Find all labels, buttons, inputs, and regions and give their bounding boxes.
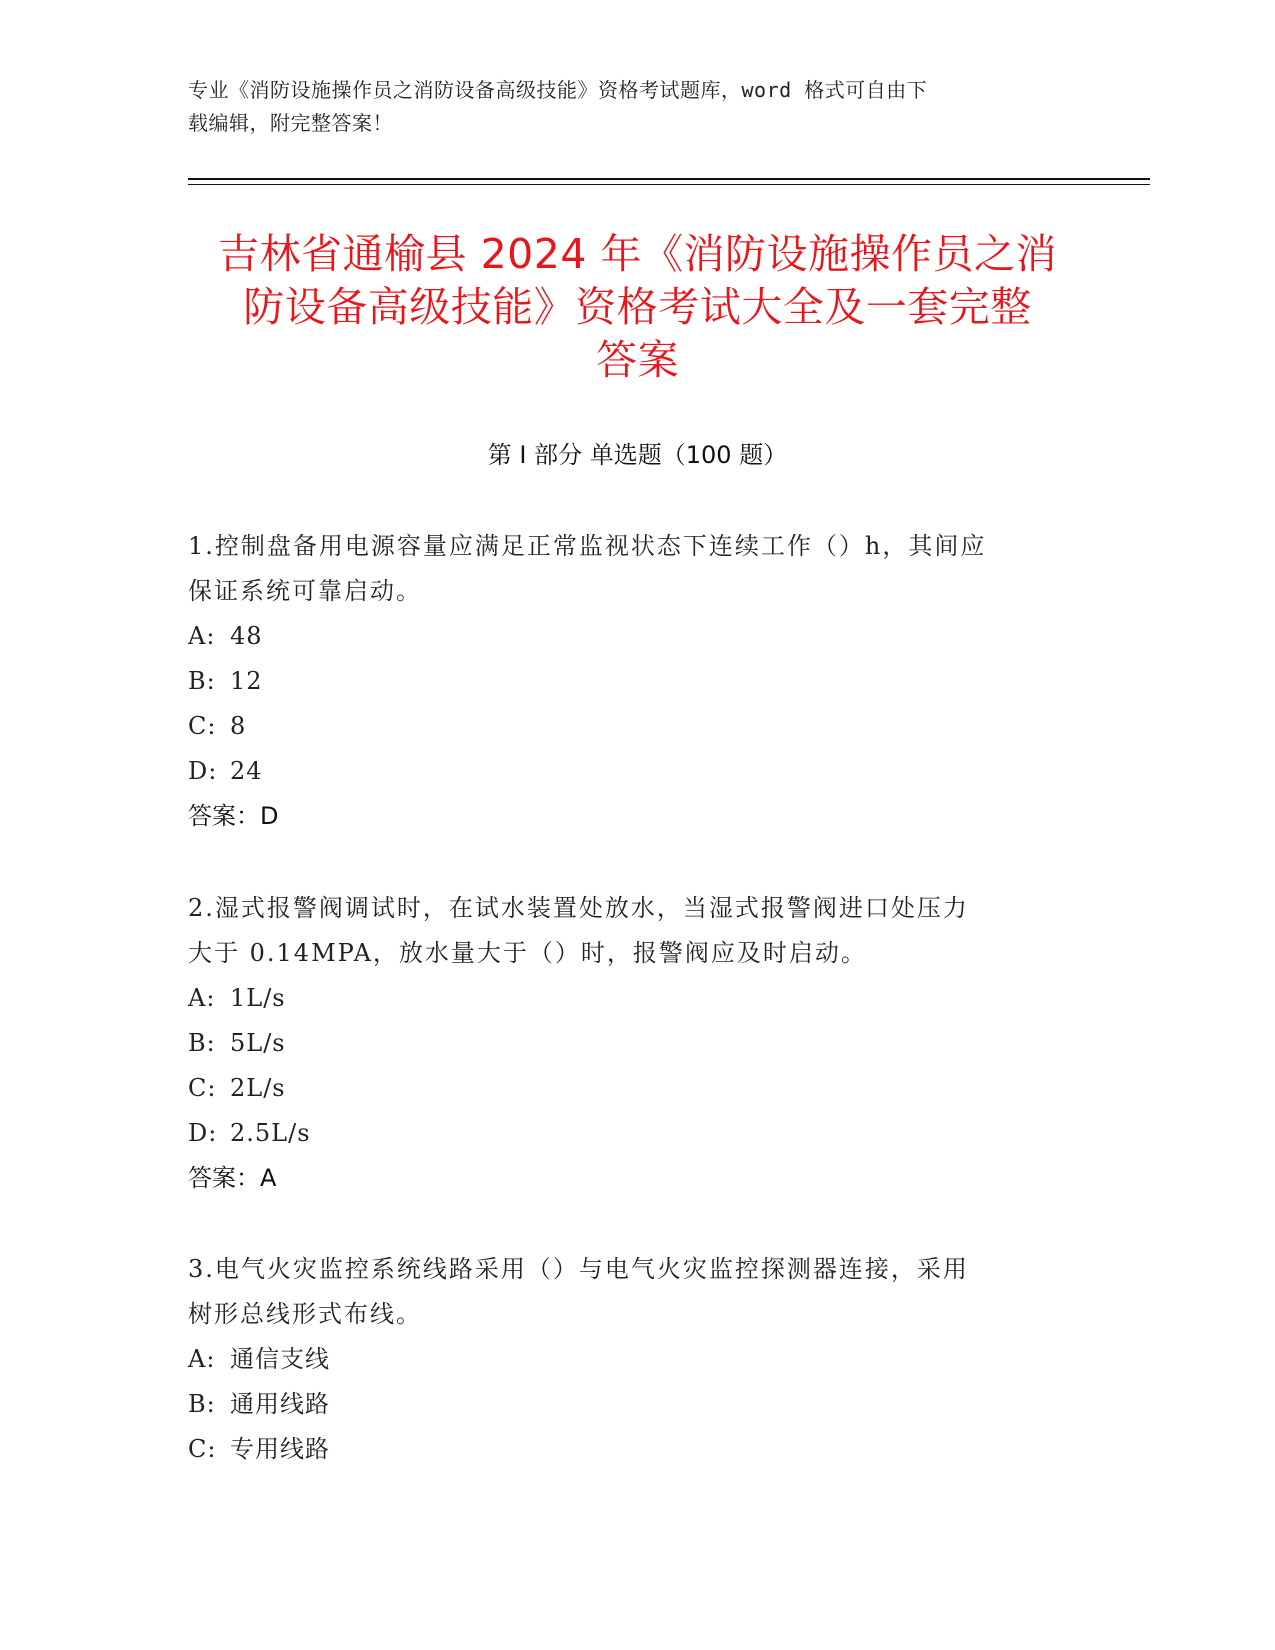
option-text: 8 [230,712,247,740]
option-b [188,1021,1088,1066]
option-text: 48 [230,622,263,650]
header-note-line-1: 专业《消防设施操作员之消防设备高级技能》资格考试题库，word 格式可自由下 [188,78,928,102]
option-text: 通信支线 [230,1345,330,1373]
question-stem [188,1247,1088,1337]
option-letter: D: [188,1119,218,1147]
option-letter: A: [188,984,216,1012]
question-stem [188,886,1088,976]
question-3 [188,1247,1088,1472]
option-b [188,659,1088,704]
option-letter: B: [188,1029,216,1057]
question-stem-line: 1.控制盘备用电源容量应满足正常监视状态下连续工作（）h，其间应 [188,532,987,560]
option-c [188,1066,1088,1111]
option-letter: A: [188,622,216,650]
document-title-line-2: 防设备高级技能》资格考试大全及一套完整 [243,283,1032,331]
option-text: 5L/s [230,1029,286,1057]
option-a [188,614,1088,659]
option-letter: A: [188,1345,216,1373]
option-letter: C: [188,1435,217,1463]
option-text: 2L/s [230,1074,286,1102]
option-a [188,976,1088,1021]
question-stem-line: 2.湿式报警阀调试时，在试水装置处放水，当湿式报警阀进口处压力 [188,894,969,922]
document-title-line-3: 答案 [596,336,679,384]
option-text: 专用线路 [230,1435,330,1463]
document-title-line-1: 吉林省通榆县 2024 年《消防设施操作员之消 [218,230,1057,278]
option-letter: D: [188,757,218,785]
option-d [188,1111,1088,1156]
header-divider-thick [188,178,1150,180]
question-stem-line: 大于 0.14MPA，放水量大于（）时，报警阀应及时启动。 [188,939,867,967]
header-divider-thin [188,184,1150,185]
question-stem-line: 3.电气火灾监控系统线路采用（）与电气火灾监控探测器连接，采用 [188,1255,969,1283]
header-note-line-2: 载编辑，附完整答案！ [188,111,393,135]
option-b [188,1382,1088,1427]
option-text: 24 [230,757,263,785]
question-stem-line: 树形总线形式布线。 [188,1300,422,1328]
question-2 [188,886,1088,1201]
option-a [188,1337,1088,1382]
header-note [188,74,1088,140]
option-text: 2.5L/s [230,1119,311,1147]
option-c [188,1427,1088,1472]
option-letter: C: [188,712,217,740]
option-text: 通用线路 [230,1390,330,1418]
option-letter: B: [188,667,216,695]
option-text: 12 [230,667,263,695]
document-title [180,228,1095,387]
option-text: 1L/s [230,984,286,1012]
option-letter: B: [188,1390,216,1418]
question-1 [188,524,1088,839]
option-c [188,704,1088,749]
section-title: 第 I 部分 单选题（100 题） [487,441,788,469]
option-d [188,749,1088,794]
question-stem [188,524,1088,614]
question-answer: 答案：D [188,802,279,830]
option-letter: C: [188,1074,217,1102]
question-answer: 答案：A [188,1164,277,1192]
question-stem-line: 保证系统可靠启动。 [188,577,422,605]
